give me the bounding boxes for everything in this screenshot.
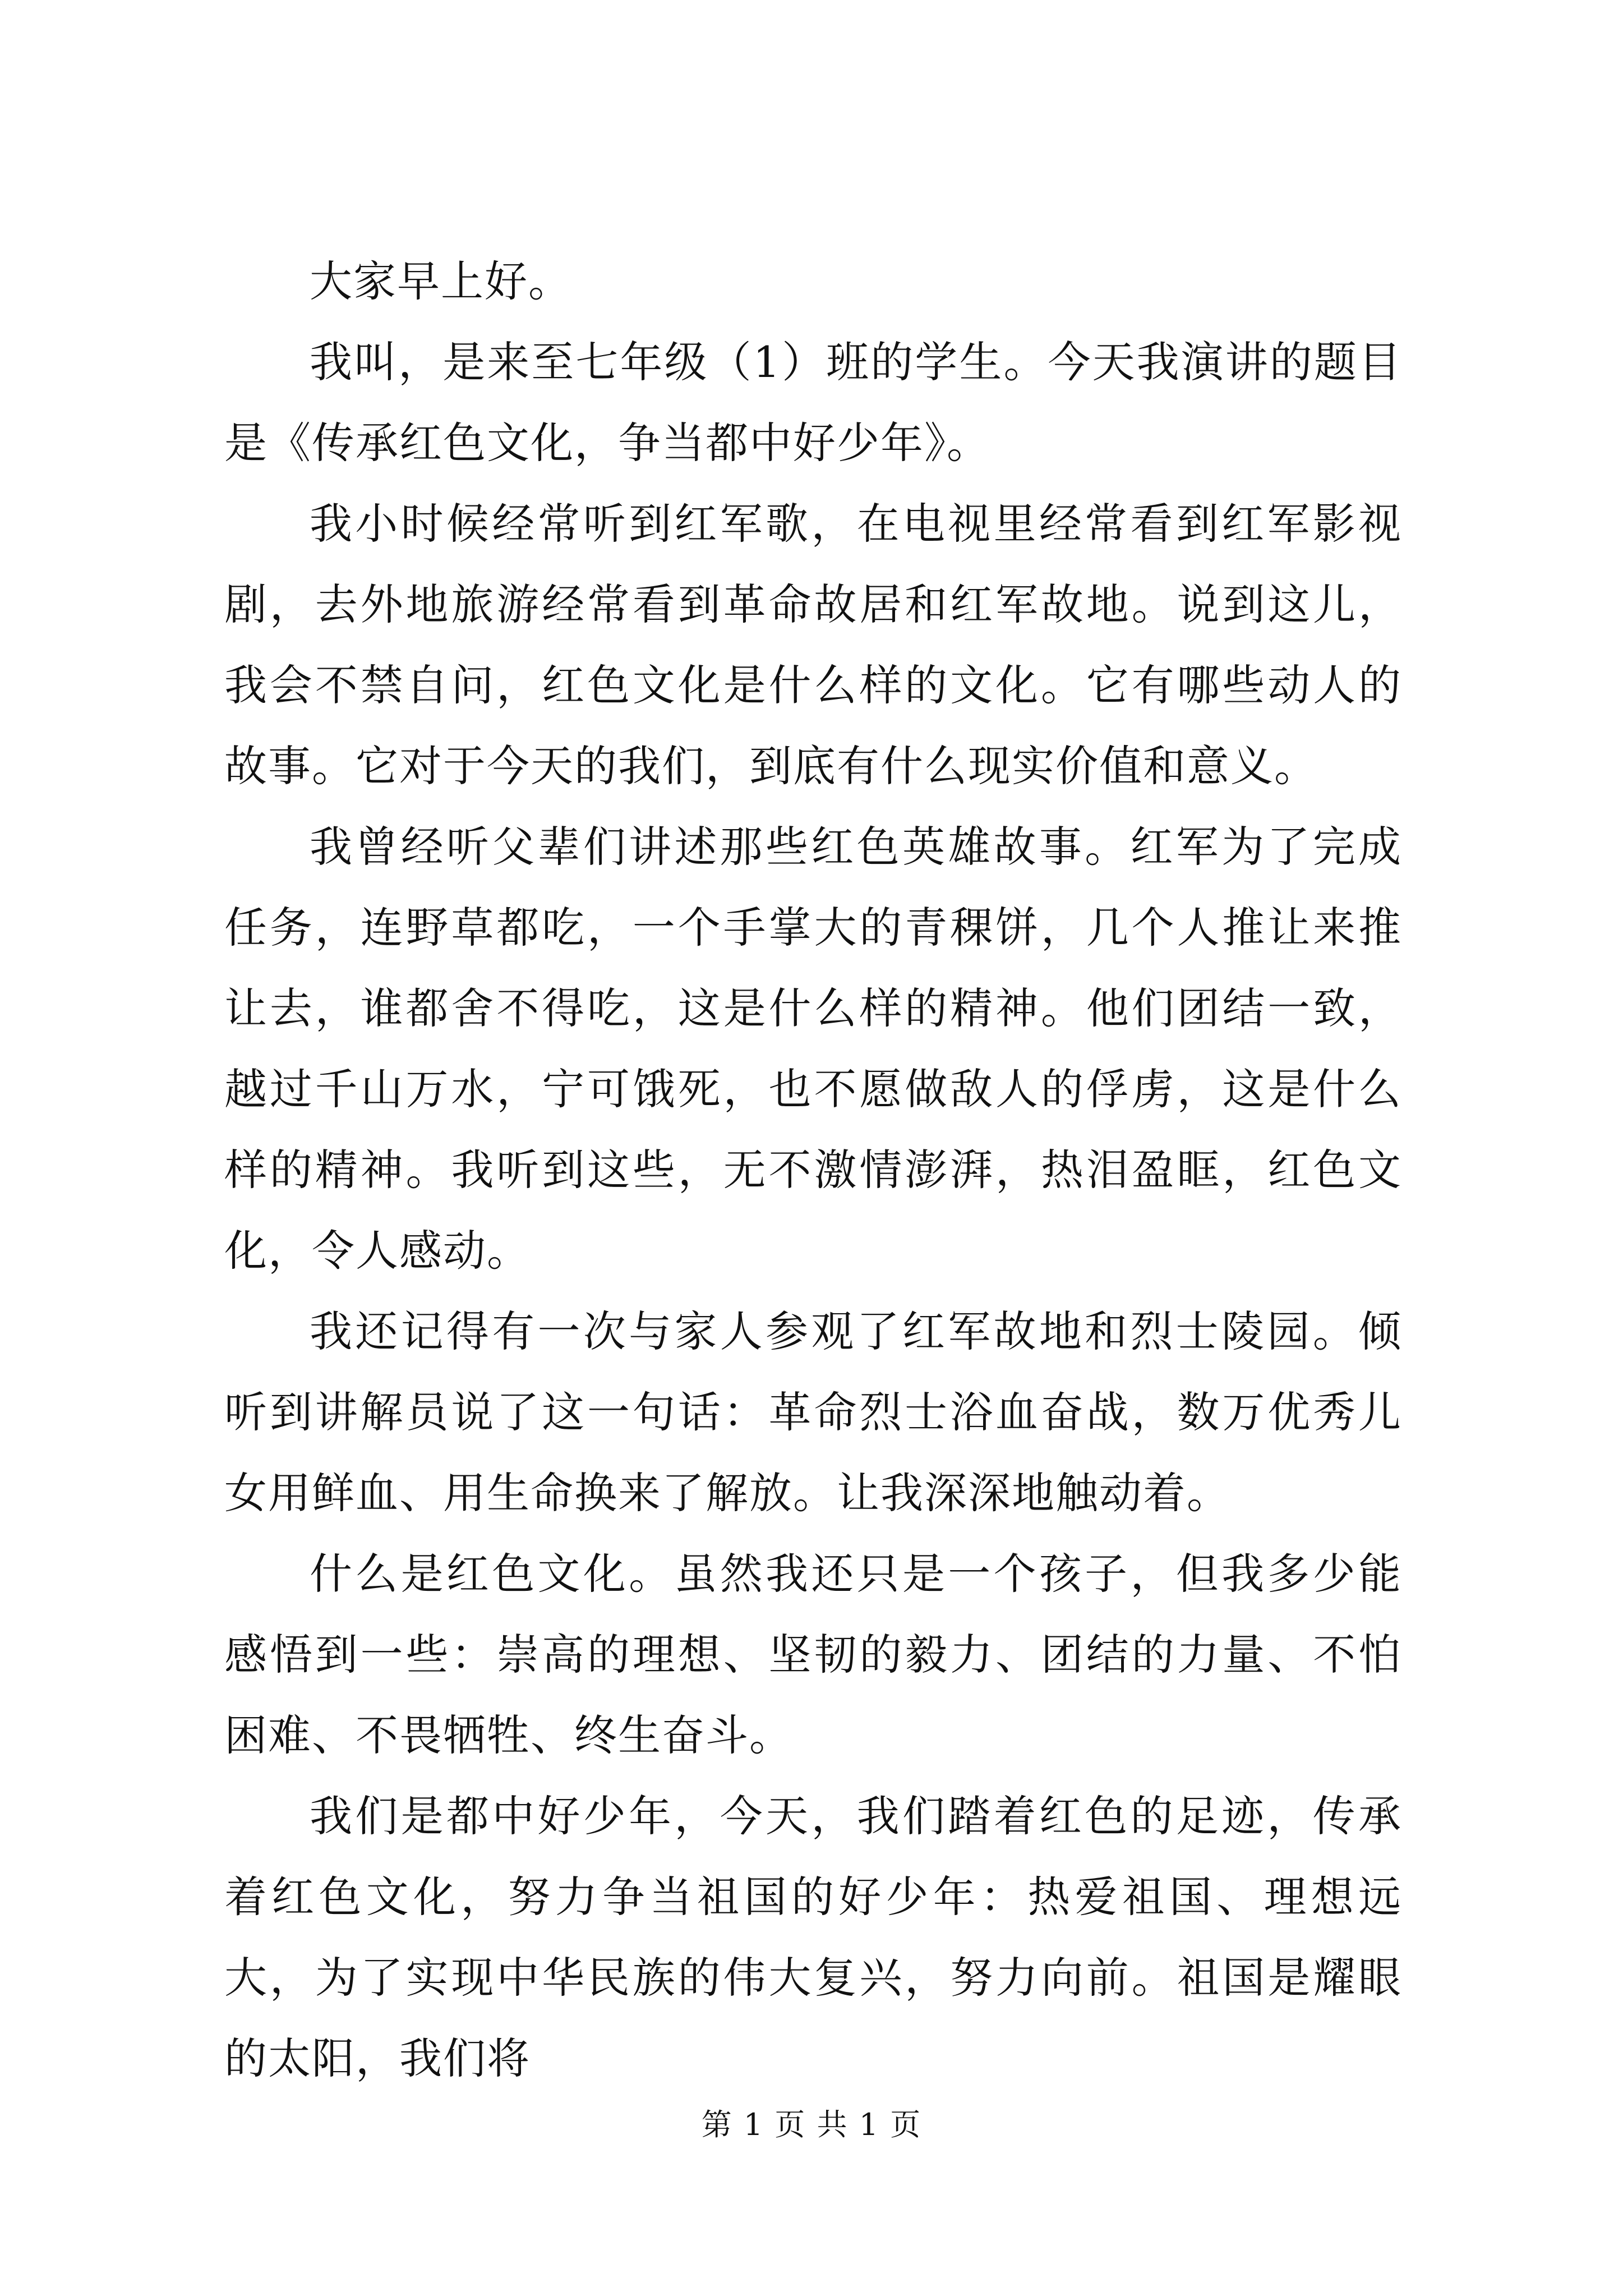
paragraph-hero-stories: 我曾经听父辈们讲述那些红色英雄故事。红军为了完成任务，连野草都吃，一个手掌大的青稞饼，几个人推让来推让去，谁都舍不得吃，这是什么样的精神。他们团结一致，越过千山万水，宁可饿死，也不愿做敌人的俘虏，这是什么样的精神。我听到这些，无不激情澎湃，热泪盈眶，红色文化，令人感动。 (224, 822, 1402, 1276)
paragraph-childhood: 我小时候经常听到红军歌，在电视里经常看到红军影视剧，去外地旅游经常看到革命故居和红军故地。说到这儿，我会不禁自问，红色文化是什么样的文化。它有哪些动人的故事。它对于今天的我们，到底有什么现实价值和意义。 (224, 499, 1402, 791)
paragraph-red-culture-meaning: 什么是红色文化。虽然我还只是一个孩子，但我多少能感悟到一些：崇高的理想、坚韧的毅力、团结的力量、不怕困难、不畏牺牲、终生奋斗。 (224, 1549, 1402, 1760)
paragraph-greeting: 大家早上好。 (310, 256, 572, 306)
paragraph-memorial-visit: 我还记得有一次与家人参观了红军故地和烈士陵园。倾听到讲解员说了这一句话：革命烈士浴血奋战，数万优秀儿女用鲜血、用生命换来了解放。让我深深地触动着。 (224, 1306, 1402, 1518)
document-body (224, 241, 1402, 2099)
paragraph-good-youth: 我们是都中好少年，今天，我们踏着红色的足迹，传承着红色文化，努力争当祖国的好少年：热爱祖国、理想远大，为了实现中华民族的伟大复兴，努力向前。祖国是耀眼的太阳，我们将 (224, 1791, 1402, 2083)
paragraph-introduction: 我叫，是来至七年级（1）班的学生。今天我演讲的题目是《传承红色文化，争当都中好少年》。 (224, 337, 1402, 468)
page-number-footer: 第 1 页 共 1 页 (701, 2107, 922, 2142)
